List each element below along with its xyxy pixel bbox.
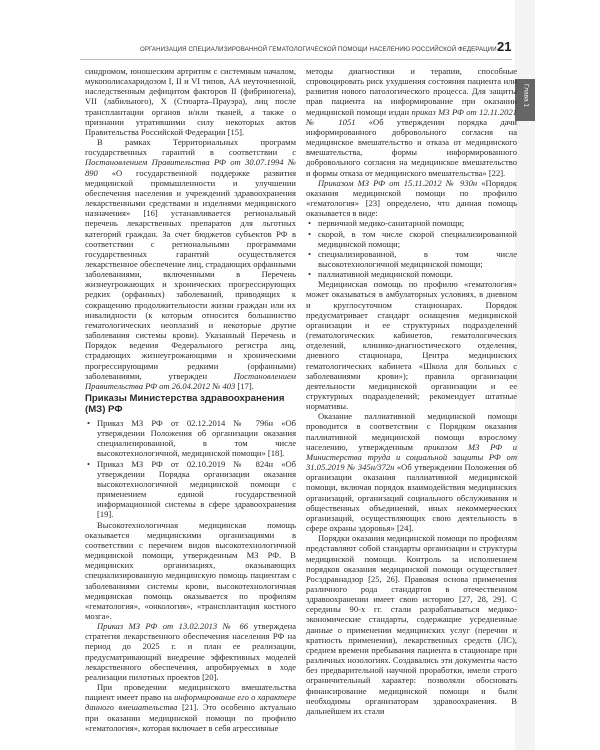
bullet-list bbox=[85, 418, 296, 520]
paragraph: Медицинская помощь по профилю «гематология» может оказываться в амбулаторных условиях, в дневном и круглосуточном стационарах. Порядок предусматривает стандарт оснащения медицинской организации и ее структурных подразделений (гематологических кабинетов, гематологических отделений, клинико-диагностического отделения, дневного стационара, Центра медицинских гематологических кабинета «Школа для больных с заболеваниями крови»); правила организации деятельности медицинской организации и ее структурных подразделений; рекомендует штатные нормативы. bbox=[306, 279, 517, 412]
bullet-list bbox=[306, 218, 517, 279]
paragraph bbox=[85, 682, 296, 733]
running-header: ОРГАНИЗАЦИЯ СПЕЦИАЛИЗИРОВАННОЙ ГЕМАТОЛОГИЧЕСКОЙ ПОМОЩИ НАСЕЛЕНИЮ РОССИЙСКОЙ ФЕДЕРАЦИИ bbox=[140, 46, 497, 53]
text: [21]. Это особенно актуально при оказании медицинской помощи по профилю «гематология», которая включает в себя агрессивные bbox=[85, 702, 296, 733]
paragraph bbox=[306, 178, 517, 219]
citation: Постановлением Правительства РФ от 26.04.2012 № 403 bbox=[85, 370, 296, 391]
list-item: • скорой, в том числе скорой специализированной медицинской помощи; bbox=[306, 229, 517, 249]
paragraph bbox=[85, 621, 296, 682]
paragraph bbox=[306, 66, 517, 178]
emphasis: информирование его о характере данного вмешательства bbox=[85, 692, 296, 713]
paragraph: синдромом, юношеским артритом с системным началом, мукополисахаридозом I, II и VI типов, АА неуточненной, наследственным дефицитом факторов II (фибриногена), VII (лабильного), X (Стюарта–Прауэра), лиц после трансплантации органов и/или тканей, а также о признании утратившими силу некоторых актов Правительства Российской Федерации [15]. bbox=[85, 66, 296, 137]
paragraph: Высокотехнологичная медицинская помощь оказывается медицинскими организациями в соответствии с перечнем видов высокотехнологичной медицинской помощи, утвержденным МЗ РФ. В медицинских организациях, оказывающих специализированную медицинскую помощь пациентам с заболеваниями системы крови, высокотехнологичная медицинская помощь оказывается по профилям «гематология», «онкология», «трансплантация костного мозга». bbox=[85, 519, 296, 621]
list-item: • специализированной, в том числе высокотехнологичной медицинской помощи; bbox=[306, 249, 517, 269]
section-heading: Приказы Министерства здравоохранения (МЗ) РФ bbox=[85, 393, 285, 415]
text: «Об утверждении порядка дачи информированного добровольного согласия на медицинское вмешательство и отказа от медицинского вмешательства, формы информированного добровольного согласия на медицинское вмешательство и формы отказа от медицинского вмешательства» [22]. bbox=[306, 116, 518, 178]
left-column bbox=[85, 66, 296, 733]
text: «О государственной поддержке развития медицинской промышленности и улучшении обеспечения населения и учреждений здравоохранения лекарственными средствами и изделиями медицинского назначения» [16] устанавливается региональный перечень лекарственных препаратов для льготных категорий граждан. За счет бюджетов субъектов РФ в соответствии с региональными программами государственных гарантий осуществляется лекарственное обеспечение лиц, страдающих орфанными заболеваниями, включенными в Перечень жизнеугрожающих и хронических прогрессирующих редких (орфанных) заболеваний, приводящих к сокращению продолжительности жизни граждан или их инвалидности (к которым относится большинство гематологических неоплазий и некоторые другие заболевания системы крови). Указанный Перечень и Порядок ведения Федерального регистра лиц, страдающих жизнеугрожающими и хроническими прогрессирующими редкими (орфанными) заболеваниями, утвержден bbox=[85, 167, 296, 381]
list-item: • Приказ МЗ РФ от 02.12.2014 № 796н «Об утверждении Положения об организации оказания специализированной, в том числе высокотехнологичной, медицинской помощи» [18]. bbox=[85, 418, 296, 459]
chapter-tab-label: Глава 1 bbox=[522, 84, 530, 107]
text: «Порядок оказания медицинской помощи по профилю «гематология» [23] определено, что данная помощь оказывается в виде: bbox=[306, 177, 517, 219]
text: Оказание паллиативной медицинской помощи проводится в соответствии с Порядком оказания паллиативной медицинской помощи взрослому населению, утвержденным bbox=[306, 411, 517, 452]
citation: Приказом МЗ РФ от 15.11.2012 № 930н bbox=[318, 177, 478, 188]
citation: Приказ МЗ РФ от 13.02.2013 № 66 bbox=[97, 621, 249, 632]
text: [17]. bbox=[235, 380, 254, 391]
text: утверждена стратегия лекарственного обеспечения населения РФ на период до 2025 г. и план ее реализации, предусматривающий внедрение эффективных моделей лекарственного обеспечения, апробируемых в ходе реализации пилотных проектов [20]. bbox=[85, 621, 296, 682]
paragraph: Порядки оказания медицинской помощи по профилям представляют собой стандарты организации и структуры медицинской помощи. Контроль за исполнением порядков оказания медицинской помощи осуществляет Росздравнадзор [25, 26]. Правовая основа применения различного рода стандартов в отечественном здравоохранении имеет свою историю [27, 28, 29]. С середины 90-х гг. стали разрабатываться медико-экономические стандарты, содержащие усредненные данные о применении медицинских услуг (перечни и кратность применения), лекарственных средств (ЛС), среднем времени пребывания пациента в стационаре при различных нозологиях. Создавались эти документы часто без предварительной научной проработки, имели строго ограничительный характер: позволяли обосновать финансирование медицинской помощи и были необходимы организаторам здравоохранения. В дальнейшем их стали bbox=[306, 533, 517, 716]
right-column bbox=[306, 66, 517, 716]
list-item: • Приказ МЗ РФ от 02.10.2019 № 824н «Об утверждении Порядка организации оказания высокотехнологичной медицинской помощи с применением единой государственной информационной системы в сфере здравоохранения [19]. bbox=[85, 459, 296, 520]
text: «Об утверждении Положения об организации оказания паллиативной медицинской помощи, включая порядок взаимодействия медицинских организаций, организаций социального обслуживания и общественных объединений, иных некоммерческих организаций, осуществляющих свою деятельность в сфере охраны здоровья» [24]. bbox=[306, 462, 517, 534]
text: При проведении медицинского вмешательства пациент имеет право на bbox=[85, 682, 296, 703]
page-number: 21 bbox=[497, 39, 512, 54]
paragraph bbox=[85, 137, 296, 391]
header-rule bbox=[80, 59, 512, 60]
citation: Постановлением Правительства РФ от 30.07.1994 № 890 bbox=[85, 157, 296, 178]
list-item: • паллиативной медицинской помощи. bbox=[306, 269, 517, 279]
citation: приказ МЗ РФ от 12.11.2021 № 1051 bbox=[306, 106, 517, 127]
text: методы диагностики и терапии, способные спровоцировать риск ухудшения состояния пациента или развития нового патологического процесса. Для защиты прав пациента на информирование при оказании медицинской помощи издан bbox=[306, 66, 517, 117]
citation: приказом МЗ РФ и Министерства труда и социальной защиты РФ от 31.05.2019 № 345н/372н bbox=[306, 441, 517, 473]
paragraph bbox=[306, 411, 517, 533]
text: В рамках Территориальных программ государственных гарантий в соответствии с bbox=[85, 137, 296, 158]
list-item: • первичной медико-санитарной помощи; bbox=[306, 218, 517, 228]
